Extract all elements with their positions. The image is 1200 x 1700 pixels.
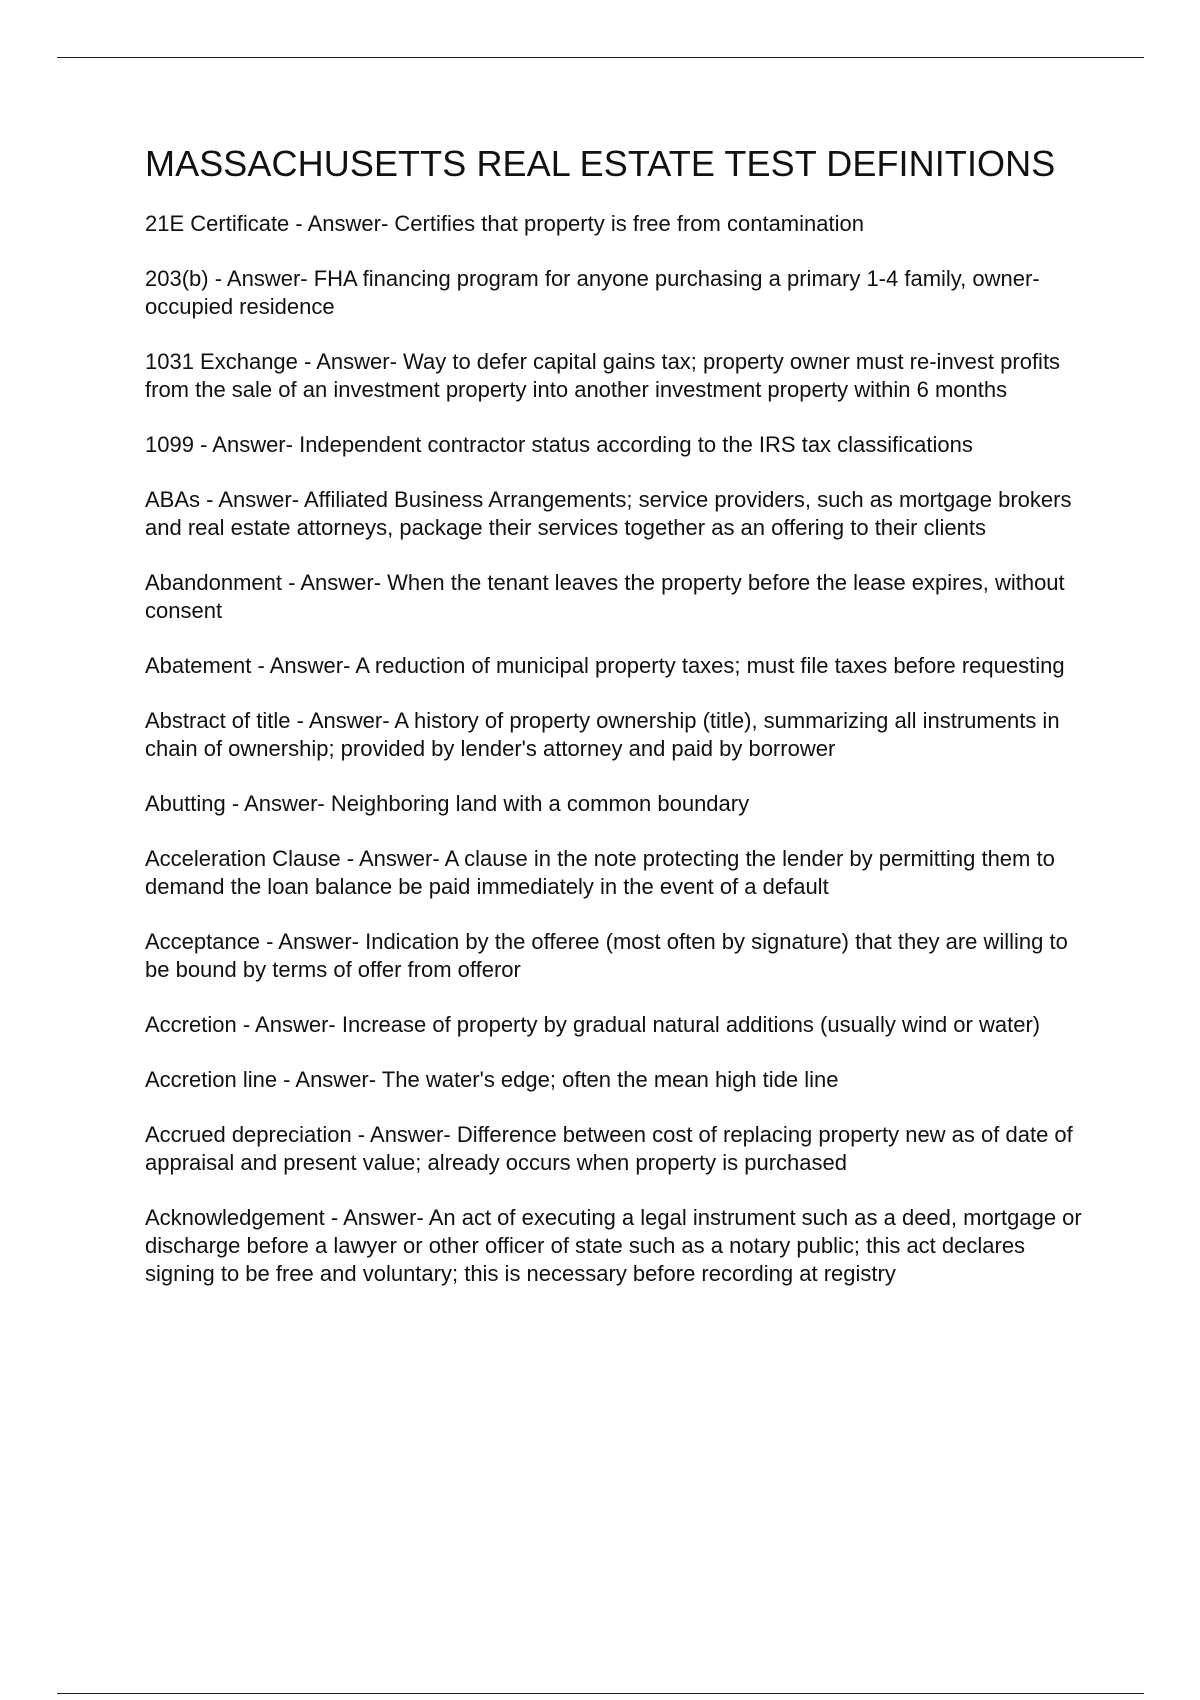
definition-entry: Abutting - Answer- Neighboring land with a common boundary <box>145 791 750 816</box>
document-body <box>145 140 1090 1315</box>
top-rule <box>57 57 1144 58</box>
definition-entry: 21E Certificate - Answer- Certifies that property is free from contamination <box>145 211 864 236</box>
definition-entry: ABAs - Answer- Affiliated Business Arrangements; service providers, such as mortgage brokers and real estate attorneys, package their services together as an offering to their clients <box>145 487 1072 540</box>
definition-entry: 203(b) - Answer- FHA financing program for anyone purchasing a primary 1-4 family, owner-occupied residence <box>145 266 1040 319</box>
document-title: MASSACHUSETTS REAL ESTATE TEST DEFINITIONS <box>145 143 1056 184</box>
definition-entry: Acknowledgement - Answer- An act of executing a legal instrument such as a deed, mortgage or discharge before a lawyer or other officer of state such as a notary public; this act declares signing to be free and voluntary; this is necessary before recording at registry <box>145 1205 1082 1286</box>
definition-entry: Accrued depreciation - Answer- Difference between cost of replacing property new as of date of appraisal and present value; already occurs when property is purchased <box>145 1122 1073 1175</box>
definition-entry: Abatement - Answer- A reduction of municipal property taxes; must file taxes before requesting <box>145 653 1065 678</box>
definition-entry: 1031 Exchange - Answer- Way to defer capital gains tax; property owner must re-invest profits from the sale of an investment property into another investment property within 6 months <box>145 349 1061 402</box>
definition-entry: Accretion line - Answer- The water's edge; often the mean high tide line <box>145 1067 839 1092</box>
definition-entry: Acceleration Clause - Answer- A clause in the note protecting the lender by permitting them to demand the loan balance be paid immediately in the event of a default <box>145 846 1055 899</box>
definition-entry: 1099 - Answer- Independent contractor status according to the IRS tax classifications <box>145 432 973 457</box>
definition-entry: Accretion - Answer- Increase of property by gradual natural additions (usually wind or water) <box>145 1012 1041 1037</box>
definition-entry: Abstract of title - Answer- A history of property ownership (title), summarizing all instruments in chain of ownership; provided by lender's attorney and paid by borrower <box>145 708 1060 761</box>
definition-entry: Abandonment - Answer- When the tenant leaves the property before the lease expires, without consent <box>145 570 1065 623</box>
definition-entry: Acceptance - Answer- Indication by the offeree (most often by signature) that they are willing to be bound by terms of offer from offeror <box>145 929 1068 982</box>
bottom-rule <box>57 1693 1144 1694</box>
